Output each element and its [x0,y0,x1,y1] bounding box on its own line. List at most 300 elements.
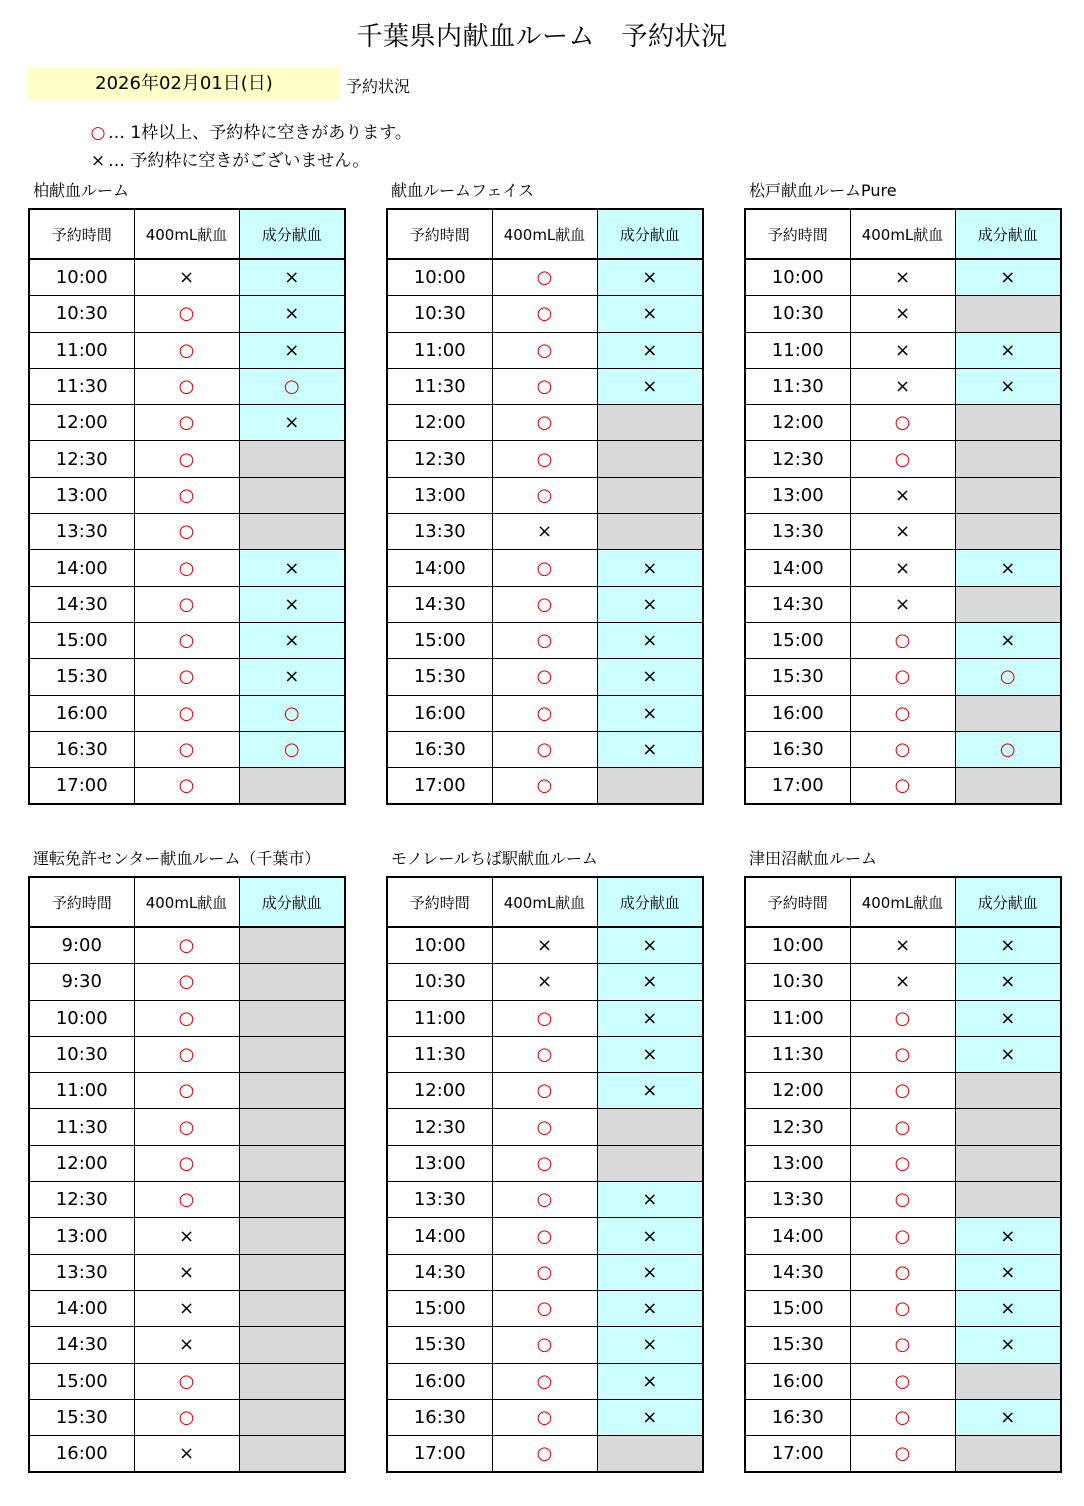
table-row [745,768,1061,805]
whole-blood-status: ○ [492,296,597,332]
schedule-table [744,876,1062,1473]
header-whole-blood: 400mL献血 [134,209,239,259]
header-time: 予約時間 [745,877,850,927]
component-status: × [239,586,345,622]
time-cell: 15:30 [387,659,492,695]
time-cell: 10:00 [387,259,492,296]
whole-blood-status: × [134,1254,239,1290]
whole-blood-status: × [850,477,955,513]
table-row [387,927,703,964]
table-row [29,1363,345,1399]
table-row [745,1109,1061,1145]
table-row [29,259,345,296]
whole-blood-status: ○ [850,1363,955,1399]
component-status: × [597,927,703,964]
table-row [29,368,345,404]
header-whole-blood: 400mL献血 [134,877,239,927]
whole-blood-status: × [134,1327,239,1363]
time-cell: 15:00 [387,1290,492,1326]
page-title: 千葉県内献血ルーム 予約状況 [356,22,728,52]
component-status [239,1218,345,1254]
component-status: × [955,550,1061,586]
time-cell: 17:00 [29,768,134,805]
time-cell: 16:00 [387,695,492,731]
component-status [239,1290,345,1326]
table-row [745,1399,1061,1435]
whole-blood-status: ○ [492,1000,597,1036]
whole-blood-status: ○ [850,659,955,695]
legend-full-text: 予約枠に空きがございません。 [130,151,370,171]
table-row [29,441,345,477]
whole-blood-status: ○ [492,586,597,622]
whole-blood-status: ○ [850,1254,955,1290]
whole-blood-status: ○ [492,695,597,731]
component-status [239,1363,345,1399]
table-row [745,441,1061,477]
time-cell: 16:00 [387,1363,492,1399]
table-row [387,964,703,1000]
whole-blood-status: ○ [134,514,239,550]
time-cell: 12:30 [29,1182,134,1218]
legend-available: ○ … 1枠以上、予約枠に空きがあります。 [88,118,412,143]
component-status [597,1109,703,1145]
time-cell: 10:30 [745,964,850,1000]
component-status [239,1036,345,1072]
time-cell: 13:30 [29,514,134,550]
table-row [745,622,1061,658]
table-row [29,659,345,695]
component-status: × [955,622,1061,658]
component-status: ○ [955,659,1061,695]
whole-blood-status: ○ [850,1073,955,1109]
whole-blood-status: × [492,514,597,550]
table-row [745,1073,1061,1109]
whole-blood-status: ○ [134,1182,239,1218]
component-status: × [955,1254,1061,1290]
table-row [745,1327,1061,1363]
whole-blood-status: ○ [492,1073,597,1109]
time-cell: 14:30 [387,586,492,622]
time-cell: 12:00 [387,1073,492,1109]
component-status [239,768,345,805]
time-cell: 13:30 [387,514,492,550]
component-status: × [597,964,703,1000]
time-cell: 10:30 [387,964,492,1000]
time-cell: 14:00 [29,550,134,586]
time-cell: 11:30 [29,1109,134,1145]
time-cell: 12:30 [29,441,134,477]
component-status: × [597,1399,703,1435]
time-cell: 11:00 [745,1000,850,1036]
whole-blood-status: ○ [850,1182,955,1218]
component-status [597,1145,703,1181]
table-row [745,514,1061,550]
room-name: 献血ルームフェイス [391,181,535,200]
component-status: × [955,1290,1061,1326]
table-row [745,1363,1061,1399]
component-status: × [597,368,703,404]
component-status: × [597,1218,703,1254]
component-status: × [597,550,703,586]
whole-blood-status: ○ [134,731,239,767]
time-cell: 14:00 [745,1218,850,1254]
whole-blood-status: ○ [134,550,239,586]
whole-blood-status: ○ [134,1000,239,1036]
table-row [387,1000,703,1036]
component-status: × [955,368,1061,404]
table-row [387,1182,703,1218]
header-whole-blood: 400mL献血 [492,877,597,927]
time-cell: 10:30 [745,296,850,332]
table-row [745,1254,1061,1290]
table-row [745,586,1061,622]
whole-blood-status: ○ [134,441,239,477]
whole-blood-status: × [850,586,955,622]
time-cell: 10:00 [745,259,850,296]
time-cell: 12:30 [387,441,492,477]
component-status: × [955,1218,1061,1254]
whole-blood-status: ○ [850,768,955,805]
time-cell: 11:00 [387,1000,492,1036]
component-status [597,1436,703,1473]
table-row [387,405,703,441]
component-status [597,441,703,477]
whole-blood-status: ○ [850,405,955,441]
time-cell: 14:30 [387,1254,492,1290]
table-row [387,1290,703,1326]
time-cell: 12:00 [745,1073,850,1109]
whole-blood-status: ○ [492,1036,597,1072]
whole-blood-status: × [492,964,597,1000]
table-row [387,695,703,731]
component-status: × [239,259,345,296]
time-cell: 11:30 [29,368,134,404]
table-row [745,477,1061,513]
room-name: 柏献血ルーム [33,181,130,200]
component-status: × [955,1036,1061,1072]
time-cell: 11:00 [29,332,134,368]
time-cell: 16:30 [745,1399,850,1435]
table-row [29,964,345,1000]
time-cell: 11:00 [29,1073,134,1109]
component-status [239,1254,345,1290]
table-row [29,405,345,441]
table-row [745,259,1061,296]
whole-blood-status: × [134,1290,239,1326]
component-status [239,1073,345,1109]
time-cell: 13:00 [29,477,134,513]
table-row [387,1218,703,1254]
table-row [387,768,703,805]
component-status [955,477,1061,513]
whole-blood-status: ○ [492,1254,597,1290]
component-status: × [239,296,345,332]
header-time: 予約時間 [29,877,134,927]
time-cell: 16:30 [387,1399,492,1435]
component-status: × [239,659,345,695]
whole-blood-status: × [850,296,955,332]
whole-blood-status: ○ [134,1363,239,1399]
component-status [239,514,345,550]
whole-blood-status: ○ [134,1145,239,1181]
component-status: × [597,1327,703,1363]
schedule-table [386,208,704,805]
date-display: 2026年02月01日(日) [28,68,340,100]
table-row [29,1436,345,1473]
whole-blood-status: ○ [134,1073,239,1109]
component-status: ○ [239,368,345,404]
table-row [387,1399,703,1435]
header-component: 成分献血 [955,877,1061,927]
time-cell: 12:30 [745,441,850,477]
component-status: × [597,695,703,731]
header-time: 予約時間 [387,877,492,927]
component-status [239,1109,345,1145]
component-status [955,1109,1061,1145]
whole-blood-status: ○ [850,1399,955,1435]
whole-blood-status: ○ [850,1036,955,1072]
component-status: × [597,1363,703,1399]
table-row [29,927,345,964]
table-row [745,1436,1061,1473]
component-status [239,1000,345,1036]
whole-blood-status: ○ [492,731,597,767]
time-cell: 12:30 [745,1109,850,1145]
table-row [29,731,345,767]
component-status: ○ [955,731,1061,767]
table-row [745,964,1061,1000]
table-row [29,514,345,550]
component-status [955,1363,1061,1399]
time-cell: 12:00 [29,1145,134,1181]
whole-blood-status: ○ [850,731,955,767]
table-row [29,1109,345,1145]
component-status: × [597,332,703,368]
component-status [955,441,1061,477]
component-status: × [597,1182,703,1218]
whole-blood-status: ○ [492,1327,597,1363]
table-row [387,1109,703,1145]
component-status: ○ [239,695,345,731]
component-status [597,768,703,805]
header-whole-blood: 400mL献血 [850,209,955,259]
time-cell: 13:30 [745,514,850,550]
table-row [29,550,345,586]
time-cell: 14:00 [745,550,850,586]
component-status: × [955,1399,1061,1435]
header-component: 成分献血 [955,209,1061,259]
component-status [955,514,1061,550]
whole-blood-status: × [134,259,239,296]
time-cell: 15:30 [29,659,134,695]
time-cell: 14:30 [29,1327,134,1363]
time-cell: 13:30 [387,1182,492,1218]
time-cell: 10:00 [29,259,134,296]
component-status: × [597,659,703,695]
time-cell: 17:00 [387,1436,492,1473]
whole-blood-status: × [850,550,955,586]
time-cell: 11:00 [745,332,850,368]
whole-blood-status: ○ [850,622,955,658]
table-row [387,332,703,368]
whole-blood-status: ○ [134,586,239,622]
whole-blood-status: ○ [134,659,239,695]
component-status: × [597,1036,703,1072]
header-component: 成分献血 [597,877,703,927]
time-cell: 9:30 [29,964,134,1000]
component-status: × [955,1000,1061,1036]
header-time: 予約時間 [745,209,850,259]
time-cell: 13:00 [29,1218,134,1254]
room-name: 津田沼献血ルーム [749,849,878,868]
time-cell: 16:00 [29,695,134,731]
whole-blood-status: ○ [492,259,597,296]
whole-blood-status: × [134,1436,239,1473]
whole-blood-status: ○ [492,550,597,586]
component-status [239,1327,345,1363]
table-row [745,332,1061,368]
legend-full: × … 予約枠に空きがございません。 [88,146,369,171]
time-cell: 10:00 [29,1000,134,1036]
table-row [29,1073,345,1109]
time-cell: 10:30 [29,296,134,332]
component-status [239,927,345,964]
table-row [387,441,703,477]
component-status [239,1145,345,1181]
table-row [29,1327,345,1363]
time-cell: 16:30 [29,731,134,767]
whole-blood-status: ○ [134,332,239,368]
component-status [955,695,1061,731]
whole-blood-status: ○ [492,1290,597,1326]
component-status: ○ [239,731,345,767]
whole-blood-status: ○ [492,622,597,658]
time-cell: 10:30 [29,1036,134,1072]
time-cell: 14:00 [387,550,492,586]
whole-blood-status: × [492,927,597,964]
whole-blood-status: × [850,368,955,404]
time-cell: 16:30 [745,731,850,767]
table-row [745,927,1061,964]
time-cell: 16:00 [745,1363,850,1399]
time-cell: 9:00 [29,927,134,964]
table-row [29,1290,345,1326]
whole-blood-status: ○ [492,477,597,513]
header-time: 予約時間 [29,209,134,259]
time-cell: 15:00 [29,622,134,658]
component-status: × [955,964,1061,1000]
header-whole-blood: 400mL献血 [492,209,597,259]
component-status [955,1182,1061,1218]
whole-blood-status: ○ [850,1000,955,1036]
time-cell: 13:00 [745,1145,850,1181]
table-row [387,296,703,332]
component-status: × [597,259,703,296]
table-row [745,731,1061,767]
header-component: 成分献血 [597,209,703,259]
table-row [29,695,345,731]
table-row [387,1436,703,1473]
room-name: 運転免許センター献血ルーム（千葉市） [33,849,321,868]
time-cell: 10:00 [387,927,492,964]
component-status [239,1436,345,1473]
legend-available-symbol: ○ [90,123,106,143]
time-cell: 14:00 [29,1290,134,1326]
table-row [387,368,703,404]
whole-blood-status: ○ [134,1109,239,1145]
whole-blood-status: ○ [134,964,239,1000]
room-name: モノレールちば駅献血ルーム [391,849,598,868]
table-row [387,1327,703,1363]
time-cell: 17:00 [745,1436,850,1473]
whole-blood-status: ○ [134,622,239,658]
whole-blood-status: ○ [492,1145,597,1181]
whole-blood-status: ○ [134,1399,239,1435]
component-status [955,1073,1061,1109]
time-cell: 15:00 [745,1290,850,1326]
table-row [387,514,703,550]
table-row [745,1218,1061,1254]
component-status: × [239,405,345,441]
table-row [745,1000,1061,1036]
whole-blood-status: × [850,259,955,296]
time-cell: 17:00 [745,768,850,805]
component-status: × [955,927,1061,964]
whole-blood-status: ○ [492,1363,597,1399]
legend-full-symbol: × [90,151,106,171]
whole-blood-status: ○ [492,441,597,477]
table-row [387,1254,703,1290]
component-status [955,296,1061,332]
table-row [29,477,345,513]
whole-blood-status: ○ [492,1399,597,1435]
time-cell: 14:30 [29,586,134,622]
whole-blood-status: ○ [134,405,239,441]
whole-blood-status: ○ [134,1036,239,1072]
table-row [745,1036,1061,1072]
component-status: × [597,586,703,622]
component-status [239,477,345,513]
time-cell: 15:30 [387,1327,492,1363]
whole-blood-status: ○ [492,405,597,441]
table-row [29,1145,345,1181]
whole-blood-status: ○ [492,768,597,805]
date-label: 予約状況 [346,77,411,96]
table-row [387,477,703,513]
component-status: × [955,259,1061,296]
whole-blood-status: ○ [134,477,239,513]
table-row [29,1036,345,1072]
whole-blood-status: ○ [850,1218,955,1254]
component-status: × [955,332,1061,368]
time-cell: 12:30 [387,1109,492,1145]
time-cell: 13:30 [29,1254,134,1290]
component-status [597,477,703,513]
component-status [239,1182,345,1218]
table-row [745,659,1061,695]
time-cell: 11:30 [387,1036,492,1072]
component-status: × [239,622,345,658]
table-row [29,1254,345,1290]
component-status: × [239,550,345,586]
table-row [387,659,703,695]
schedule-table [744,208,1062,805]
component-status: × [597,1000,703,1036]
whole-blood-status: × [850,927,955,964]
header-time: 予約時間 [387,209,492,259]
time-cell: 15:30 [745,1327,850,1363]
table-row [387,259,703,296]
